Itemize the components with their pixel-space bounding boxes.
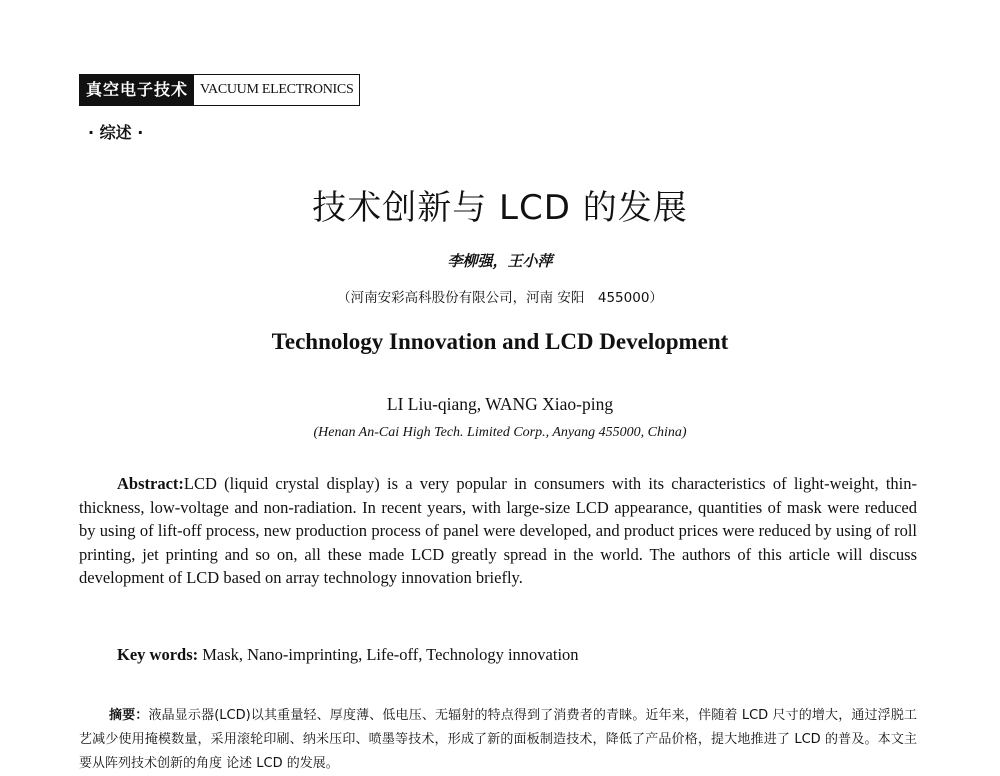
title-en: Technology Innovation and LCD Development	[271, 329, 729, 354]
authors-en: LI Liu-qiang, WANG Xiao-ping	[386, 394, 614, 414]
section-label: · 综述 ·	[88, 123, 144, 142]
journal-name-cn: 真空电子技术	[80, 75, 194, 105]
keywords	[117, 645, 579, 665]
abstract-en-label: Abstract:	[117, 474, 184, 493]
authors-cn: 李柳强，王小萍	[447, 252, 553, 270]
affiliation-en: (Henan An-Cai High Tech. Limited Corp., Anyang 455000, China)	[313, 425, 687, 440]
keywords-text: Mask, Nano-imprinting, Life-off, Technology innovation	[202, 645, 579, 664]
journal-name-en: VACUUM ELECTRONICS	[194, 75, 359, 105]
abstract-en	[79, 472, 917, 590]
affiliation-cn: （河南安彩高科股份有限公司，河南 安阳 455000）	[337, 290, 663, 306]
keywords-label: Key words:	[117, 645, 199, 664]
title-cn: 技术创新与 LCD 的发展	[312, 188, 688, 228]
abstract-cn-text: 液晶显示器(LCD)以其重量轻、厚度薄、低电压、无辐射的特点得到了消费者的青睐。近年来，伴随着 LCD 尺寸的增大，通过浮脱工艺减少使用掩模数量，采用滚轮印刷、纳米压印、喷墨等技术，形成了新的面板制造技术，降低了产品价格，提大地推进了 LCD 的普及。本文主要从阵列技术创新的角度 论述 LCD 的发展。	[79, 708, 917, 771]
abstract-cn	[79, 704, 917, 776]
abstract-en-text: LCD (liquid crystal display) is a very popular in consumers with its characteristics of light-weight, thin-thickness, low-voltage and non-radiation. In recent years, with large-size LCD appearance, quantities of mask were reduced by using of lift-off process, new production process of panel were developed, and product prices were reduced by using of roll printing, jet printing and so on, all these made LCD greatly spread in the world. The authors of this article will discuss development of LCD based on array technology innovation briefly.	[79, 474, 917, 588]
abstract-cn-label: 摘要：	[109, 708, 149, 723]
journal-header	[79, 74, 360, 106]
